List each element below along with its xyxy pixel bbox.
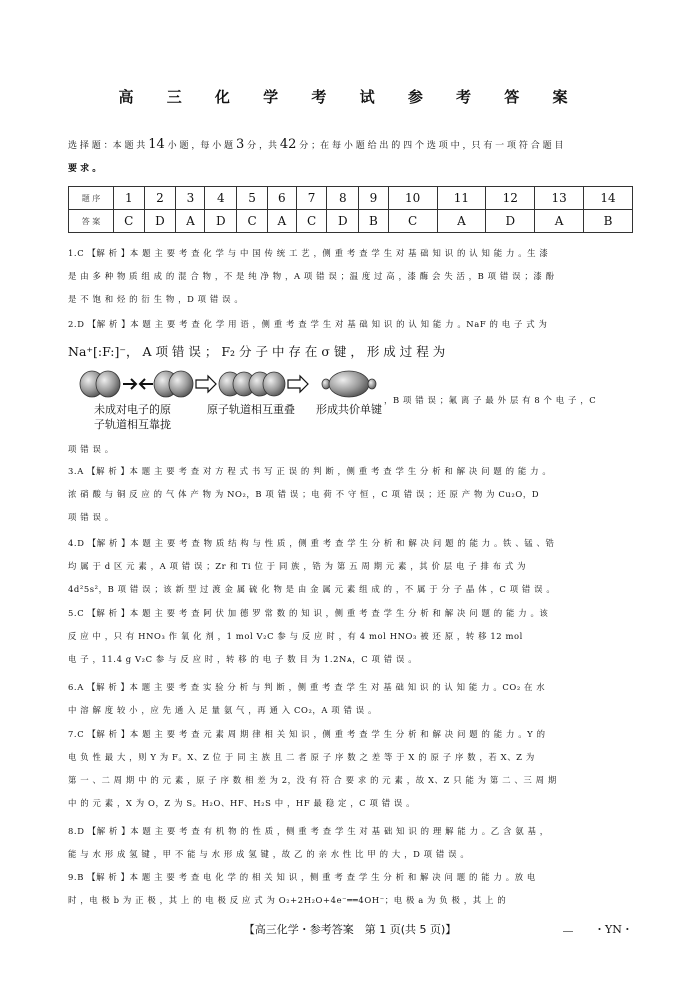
table-cell: 10 [388,187,437,210]
question-9 [68,866,638,912]
question-line: 6.A 【解 析 】本 题 主 要 考 查 实 验 分 析 与 判 断 ，侧 重 考 查 学 生 对 基 础 知 识 的 认 知 能 力 。CO₂ 在 水 [68,682,546,692]
caption-line: 子轨道相互靠拢 [94,418,171,431]
double-arrow-icon [288,376,308,392]
answer-cell: A [176,210,205,233]
answer-cell: D [144,210,176,233]
question-line: 3.A 【解 析 】本 题 主 要 考 查 对 方 程 式 书 写 正 误 的 判 断 ，侧 重 考 查 学 生 分 析 和 解 决 问 题 的 能 力 。 [68,466,552,476]
question-line: 浓 硝 酸 与 铜 反 应 的 气 体 产 物 为 NO₂，B 项 错 误 ；电 荷 不 守 恒 ，C 项 错 误 ；还 原 产 物 为 Cu₂O，D [68,489,540,499]
orbital-pair-approaching [80,371,120,397]
page-title: 高 三 化 学 考 试 参 考 答 案 [118,88,582,106]
table-cell: 5 [237,187,268,210]
question-8 [68,820,638,866]
question-line: 是 不 饱 和 烃 的 衍 生 物 ，D 项 错 误 。 [68,294,244,304]
approach-arrows-icon [123,379,153,389]
answer-cell: A [535,210,584,233]
table-cell: 14 [584,187,633,210]
answer-table [68,186,633,233]
intro-text: 分 ，共 [247,141,277,151]
caption-overlap: 原子轨道相互重叠 [207,403,295,416]
table-cell: 6 [267,187,296,210]
answer-cell: C [388,210,437,233]
table-cell: 1 [114,187,145,210]
intro-line-2: 要 求 。 [68,164,102,174]
question-line: 电 子 ，11.4 g V₂C 参 与 反 应 时 ，转 移 的 电 子 数 目 为 1.2Nᴀ，C 项 错 误 。 [68,654,418,664]
answer-cell: B [584,210,633,233]
answer-cell: C [296,210,327,233]
answer-cell: C [114,210,145,233]
question-2-continued: ，B 项 错 误 ；氟 离 子 最 外 层 有 8 个 电 子 ，C [384,395,597,405]
answer-cell: D [327,210,359,233]
page-footer: 【高三化学・参考答案 第 1 页(共 5 页)】 [243,923,457,936]
orbital-pair-second [154,371,193,397]
question-3 [68,460,638,529]
question-line: 中 溶 解 度 较 小 ，应 先 通 入 足 量 氨 气 ，再 通 入 CO₂，A 项 错 误 。 [68,705,377,715]
answer-cell: B [359,210,388,233]
question-line: 4d²5s²，B 项 错 误 ；该 新 型 过 渡 金 属 硫 化 物 是 由 金 属 元 素 组 成 的 ，不 属 于 分 子 晶 体 ，C 项 错 误 。 [68,584,556,594]
question-line: 2.D 【解 析 】本 题 主 要 考 查 化 学 用 语 ，侧 重 考 查 学 生 对 基 础 知 识 的 认 知 能 力 。NaF 的 电 子 式 为 [68,319,548,329]
answer-cell: D [205,210,237,233]
caption-approach [94,402,171,432]
table-cell: 13 [535,187,584,210]
table-cell: 9 [359,187,388,210]
question-line: 项 错 误 。 [68,444,114,454]
question-line: 中 的 元 素 ，X 为 O，Z 为 S。H₂O、HF、H₂S 中 ，HF 最 稳 定 ，C 项 错 误 。 [68,798,416,808]
table-cell: 2 [144,187,176,210]
total-points: 42 [279,137,297,152]
question-line: 7.C 【解 析 】本 题 主 要 考 查 元 素 周 期 律 相 关 知 识 ，侧 重 考 查 学 生 分 析 和 解 决 问 题 的 能 力 。Y 的 [68,729,546,739]
question-count: 14 [148,137,165,152]
table-cell: 12 [486,187,535,210]
intro-text: 选 择 题 ：本 题 共 [68,141,146,151]
points-per-question: 3 [235,137,245,152]
question-line: 电 负 性 最 大 ，则 Y 为 F。X、Z 位 于 同 主 族 且 二 者 原 子 序 数 之 差 等 于 X 的 原 子 序 数 ，若 X、Z 为 [68,752,535,762]
intro-text: 小 题 ，每 小 题 [167,141,234,151]
table-row-answers [69,210,633,233]
table-cell: 3 [176,187,205,210]
question-line: 时 ，电 极 b 为 正 极 ，其 上 的 电 极 反 应 式 为 O₂+2H₂O+4e⁻══4OH⁻；电 极 a 为 负 极 ，其 上 的 [68,895,507,905]
question-line: 1.C 【解 析 】本 题 主 要 考 查 化 学 与 中 国 传 统 工 艺 ，侧 重 考 查 学 生 对 基 础 知 识 的 认 知 能 力 。生 漆 [68,248,549,258]
table-cell: 11 [437,187,486,210]
orbital-overlap [219,372,285,396]
question-6 [68,676,638,722]
question-line: 能 与 水 形 成 氢 键 ，甲 不 能 与 水 形 成 氢 键 ，故 乙 的 亲 水 性 比 甲 的 大 ，D 项 错 误 。 [68,849,470,859]
question-2 [68,313,638,368]
table-cell: 4 [205,187,237,210]
question-line: 均 属 于 d 区 元 素 ，A 项 错 误 ；Zr 和 Ti 位 于 同 族 ，锆 为 第 五 周 期 元 素 ，其 价 层 电 子 排 布 式 为 [68,561,527,571]
answer-cell: A [267,210,296,233]
question-4 [68,532,638,601]
question-line: 第 一 、二 周 期 中 的 元 素 ，原 子 序 数 相 差 为 2，没 有 符 合 要 求 的 元 素 ，故 X、Z 只 能 为 第 二 、三 周 期 [68,775,557,785]
question-line: 项 错 误 。 [68,512,114,522]
answer-cell: A [437,210,486,233]
sigma-bond-orbital [322,371,376,397]
question-line: 反 应 中 ，只 有 HNO₃ 作 氧 化 剂 ，1 mol V₂C 参 与 反 应 时 ，有 4 mol HNO₃ 被 还 原 ，转 移 12 mol [68,631,523,641]
caption-line: 未成对电子的原 [94,403,171,416]
answer-cell: C [237,210,268,233]
question-line: 是 由 多 种 物 质 组 成 的 混 合 物 ，不 是 纯 净 物 ，A 项 错 误 ；温 度 过 高 ，漆 酶 会 失 活 ，B 项 错 误 ；漆 酚 [68,271,555,281]
table-cell: 8 [327,187,359,210]
question-5 [68,602,638,671]
question-line: 4.D 【解 析 】本 题 主 要 考 查 物 质 结 构 与 性 质 ，侧 重 考 查 学 生 分 析 和 解 决 问 题 的 能 力 。铁 、锰 、锆 [68,538,555,548]
table-cell: 7 [296,187,327,210]
row-label: 答 案 [69,210,114,233]
question-line: 5.C 【解 析 】本 题 主 要 考 查 阿 伏 加 德 罗 常 数 的 知 识 ，侧 重 考 查 学 生 分 析 和 解 决 问 题 的 能 力 。该 [68,608,549,618]
footer-divider [563,931,573,932]
question-line: 9.B 【解 析 】本 题 主 要 考 查 电 化 学 的 相 关 知 识 ，侧 重 考 查 学 生 分 析 和 解 决 问 题 的 能 力 。放 电 [68,872,536,882]
double-arrow-icon [196,376,216,392]
row-label: 题 序 [69,187,114,210]
intro-text: 分 ；在 每 小 题 给 出 的 四 个 选 项 中 ，只 有 一 项 符 合 题 目 [299,141,564,151]
footer-code: ・YN・ [594,923,633,936]
question-1 [68,242,638,311]
caption-bond: 形成共价单键 [316,403,382,416]
question-line: Na⁺[:F:]⁻， A 项 错 误 ； F₂ 分 子 中 存 在 σ 键 ， 形 成 过 程 为 [68,344,446,359]
question-7 [68,723,638,815]
question-line: 8.D 【解 析 】本 题 主 要 考 查 有 机 物 的 性 质 ，侧 重 考 查 学 生 对 基 础 知 识 的 理 解 能 力 。乙 含 氨 基 ， [68,826,549,836]
answer-cell: D [486,210,535,233]
table-row-numbers [69,187,633,210]
section-intro [68,136,643,155]
